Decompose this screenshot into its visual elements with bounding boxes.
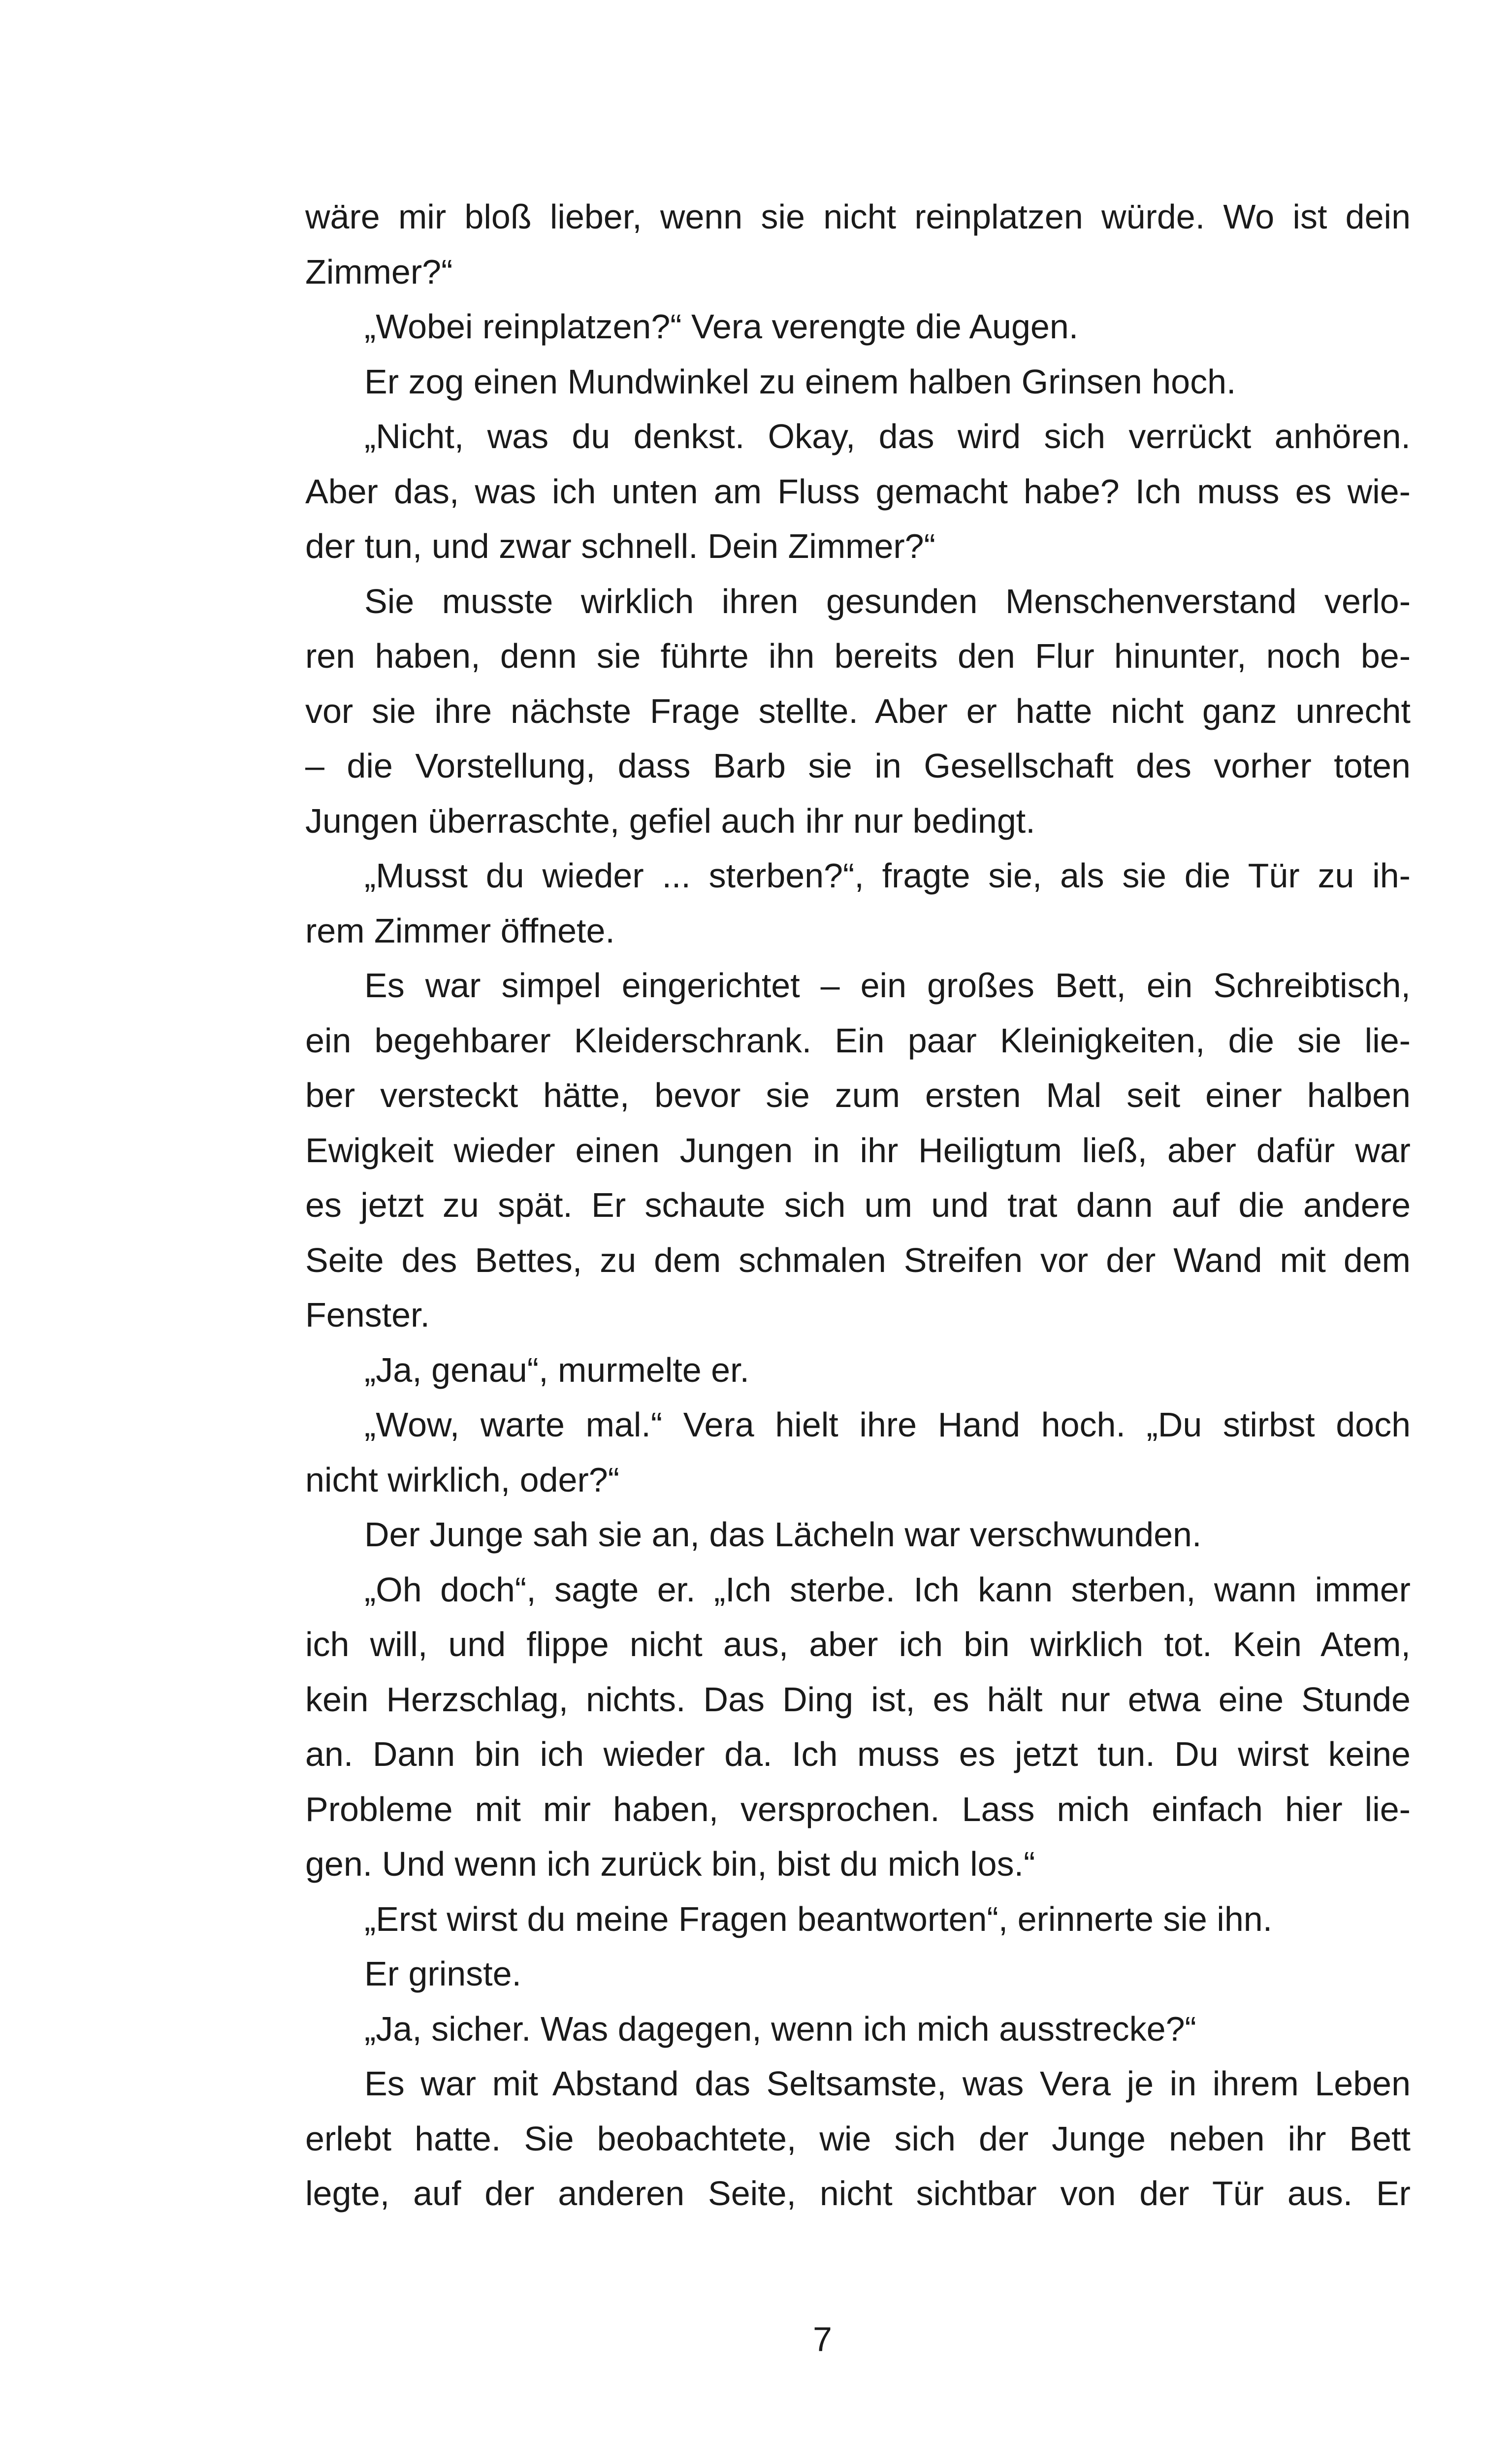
- text-line: Zimmer?“: [305, 252, 453, 291]
- text-line: ber versteckt hätte, bevor sie zum ersten Mal seit einer halben: [305, 1076, 1411, 1114]
- text-line: ren haben, denn sie führte ihn bereits den Flur hinunter, noch be-: [305, 637, 1411, 675]
- text-line: gen. Und wenn ich zurück bin, bist du mich los.“: [305, 1845, 1035, 1883]
- text-line: wäre mir bloß lieber, wenn sie nicht reinplatzen würde. Wo ist dein: [305, 197, 1411, 236]
- text-line: Ewigkeit wieder einen Jungen in ihr Heiligtum ließ, aber dafür war: [305, 1131, 1411, 1170]
- text-line: „Erst wirst du meine Fragen beantworten“, erinnerte sie ihn.: [364, 1899, 1273, 1938]
- text-line: „Oh doch“, sagte er. „Ich sterbe. Ich kann sterben, wann immer: [364, 1570, 1411, 1609]
- text-line: nicht wirklich, oder?“: [305, 1460, 619, 1499]
- text-line: „Wow, warte mal.“ Vera hielt ihre Hand hoch. „Du stirbst doch: [364, 1405, 1411, 1444]
- text-line: Sie musste wirklich ihren gesunden Menschenverstand verlo-: [364, 582, 1411, 620]
- text-line: „Nicht, was du denkst. Okay, das wird sich verrückt anhören.: [364, 417, 1411, 456]
- page-number: 7: [813, 2320, 832, 2358]
- text-line: an. Dann bin ich wieder da. Ich muss es jetzt tun. Du wirst keine: [305, 1735, 1411, 1773]
- text-line: „Ja, sicher. Was dagegen, wenn ich mich ausstrecke?“: [364, 2009, 1196, 2048]
- text-line: Aber das, was ich unten am Fluss gemacht habe? Ich muss es wie-: [305, 472, 1411, 511]
- text-line: ich will, und flippe nicht aus, aber ich bin wirklich tot. Kein Atem,: [305, 1625, 1411, 1663]
- text-line: Fenster.: [305, 1296, 430, 1334]
- text-line: – die Vorstellung, dass Barb sie in Gesellschaft des vorher toten: [305, 747, 1411, 785]
- text-line: „Ja, genau“, murmelte er.: [364, 1350, 749, 1389]
- text-line: „Wobei reinplatzen?“ Vera verengte die Augen.: [364, 307, 1079, 346]
- text-line: Er grinste.: [364, 1954, 521, 1993]
- text-line: der tun, und zwar schnell. Dein Zimmer?“: [305, 527, 935, 565]
- text-line: Der Junge sah sie an, das Lächeln war verschwunden.: [364, 1515, 1202, 1554]
- text-line: ein begehbarer Kleiderschrank. Ein paar Kleinigkeiten, die sie lie-: [305, 1021, 1411, 1060]
- text-line: Er zog einen Mundwinkel zu einem halben Grinsen hoch.: [364, 362, 1236, 401]
- text-line: „Musst du wieder ... sterben?“, fragte sie, als sie die Tür zu ih-: [364, 856, 1411, 895]
- text-line: Probleme mit mir haben, versprochen. Lass mich einfach hier lie-: [305, 1790, 1411, 1828]
- text-line: legte, auf der anderen Seite, nicht sichtbar von der Tür aus. Er: [305, 2174, 1411, 2213]
- text-line: es jetzt zu spät. Er schaute sich um und trat dann auf die andere: [305, 1186, 1411, 1224]
- text-line: Es war mit Abstand das Seltsamste, was Vera je in ihrem Leben: [364, 2064, 1411, 2103]
- text-line: kein Herzschlag, nichts. Das Ding ist, es hält nur etwa eine Stunde: [305, 1680, 1411, 1719]
- text-line: Jungen überraschte, gefiel auch ihr nur bedingt.: [305, 801, 1035, 840]
- text-line: Seite des Bettes, zu dem schmalen Streifen vor der Wand mit dem: [305, 1240, 1411, 1279]
- text-line: vor sie ihre nächste Frage stellte. Aber er hatte nicht ganz unrecht: [305, 691, 1411, 730]
- text-line: erlebt hatte. Sie beobachtete, wie sich der Junge neben ihr Bett: [305, 2119, 1411, 2158]
- text-line: rem Zimmer öffnete.: [305, 911, 615, 950]
- text-block: [305, 190, 1411, 2221]
- text-line: Es war simpel eingerichtet – ein großes Bett, ein Schreibtisch,: [364, 966, 1411, 1005]
